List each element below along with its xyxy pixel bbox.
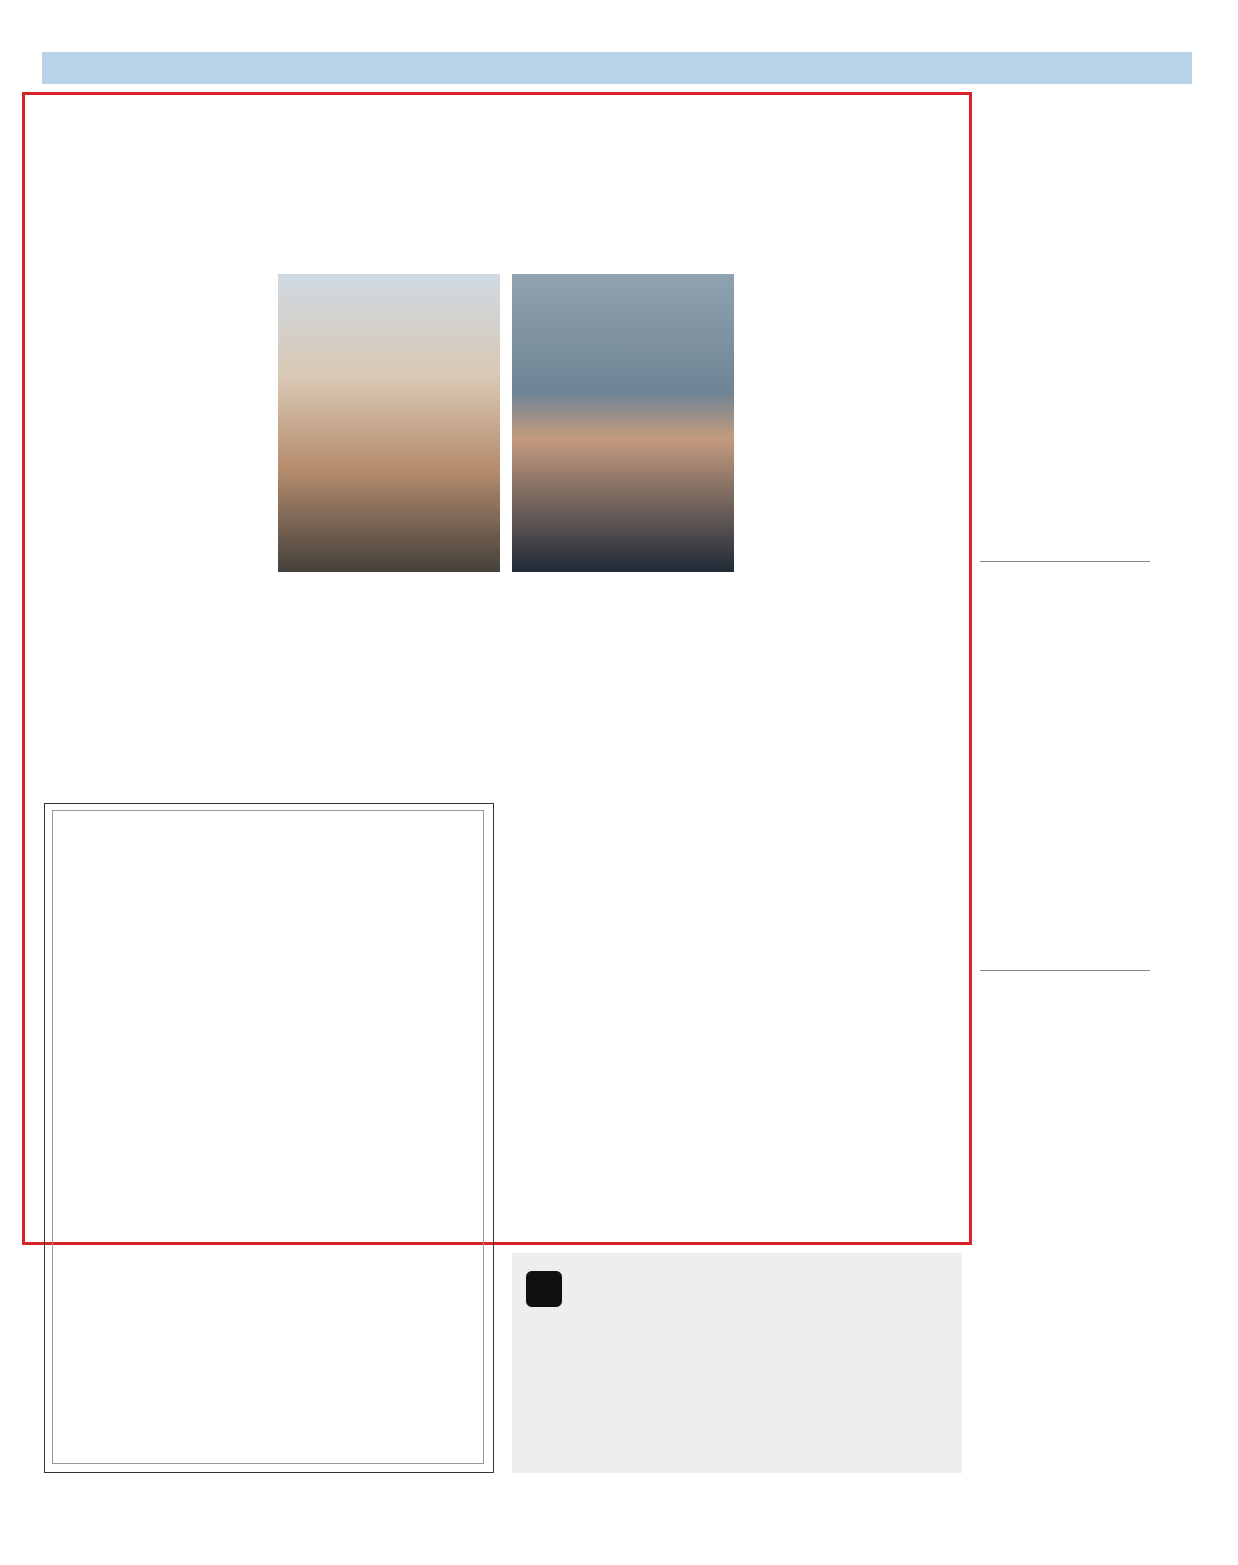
section-name bbox=[42, 52, 1192, 84]
merger-notice-inner bbox=[52, 810, 484, 1464]
sidebar-divider bbox=[980, 561, 1150, 562]
university-logo bbox=[526, 1271, 562, 1307]
petro-photo bbox=[278, 274, 500, 572]
university-notice bbox=[512, 1253, 962, 1473]
page-header bbox=[42, 52, 1192, 84]
sidebar-divider bbox=[980, 970, 1150, 971]
duque-photo bbox=[512, 274, 734, 572]
merger-notice bbox=[44, 803, 494, 1473]
